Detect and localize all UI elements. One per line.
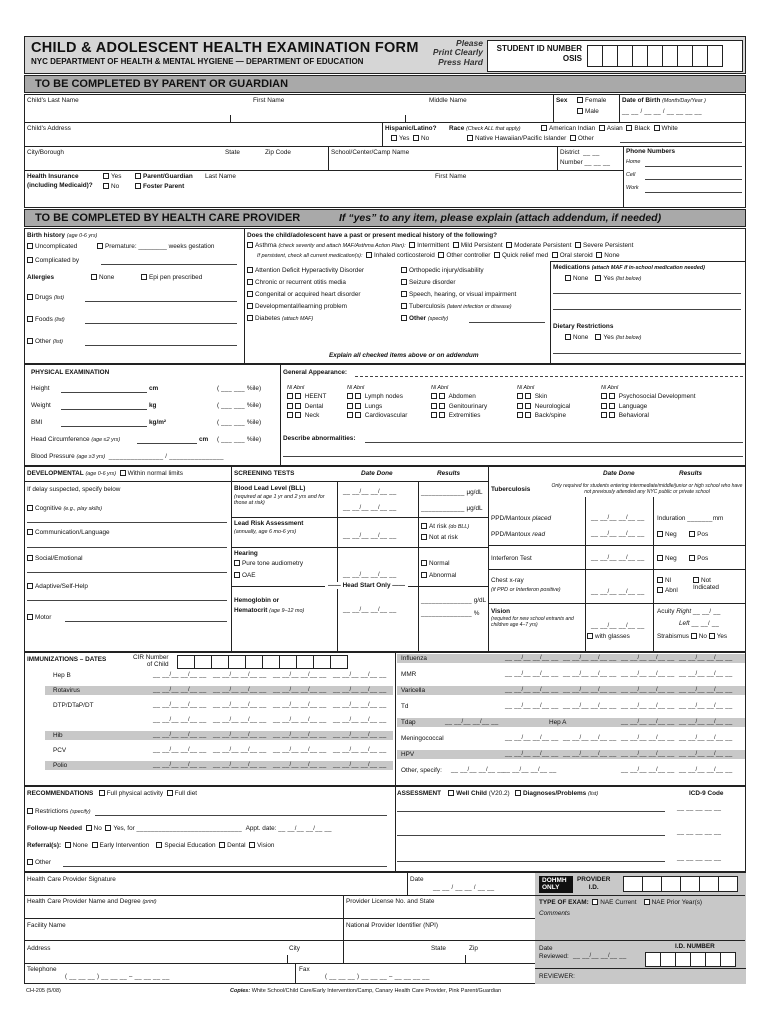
condition-adhd[interactable]: Attention Deficit Hyperactivity Disorder	[247, 267, 364, 274]
tb-date-done: Date Done	[603, 470, 635, 477]
race-options[interactable]: American Indian Asian Black White	[541, 125, 678, 132]
hep-a-label: Hep A	[549, 719, 567, 726]
condition-heart[interactable]: Congenital or acquired heart disorder	[247, 291, 361, 298]
immunizations-section	[24, 652, 746, 786]
immunization-date-field[interactable]: __ __/__ __/__ __	[213, 762, 267, 768]
medical-history-section	[24, 228, 746, 364]
immunization-date-field[interactable]: __ __/__ __/__ __	[505, 655, 559, 661]
form-subtitle: NYC DEPARTMENT OF HEALTH & MENTAL HYGIENE — DEPARTMENT OF EDUCATION	[31, 57, 364, 66]
id-number-cells[interactable]	[645, 952, 736, 967]
exam-col-3: Nl Abnl Abdomen Genitourinary Extremities	[431, 385, 488, 419]
parent-section-band	[24, 75, 746, 93]
weight-percentile[interactable]: ( ___ ___ %ile)	[217, 402, 262, 409]
npi-label: National Provider Identifier (NPI)	[346, 922, 438, 929]
phone-home: Home	[626, 159, 641, 165]
bll-result-1[interactable]: ____________ μg/dL	[421, 489, 483, 496]
referrals[interactable]: Referral(s): None Early Intervention Special Education Dental Vision	[27, 842, 275, 849]
birth-premature[interactable]: Premature: ________ weeks gestation	[97, 243, 214, 250]
allergy-drugs[interactable]: Drugs (list)	[27, 294, 64, 301]
condition-seizure[interactable]: Seizure disorder	[401, 279, 456, 286]
copies-note: Copies: White School/Child Care/Early Intervention/Camp, Canary Health Care Provider, Pink Parent/Guardian	[230, 988, 502, 994]
immunization-date-field[interactable]: __ __/__ __/__ __	[621, 735, 675, 741]
city-label: City	[289, 945, 301, 952]
lead-risk-label: Lead Risk Assessment	[234, 520, 304, 527]
height-row[interactable]: Height	[31, 385, 50, 392]
acuity-right[interactable]: Acuity Right __ __/ __	[657, 608, 721, 615]
immunization-date-field[interactable]: __ __/__ __/__ __	[333, 672, 387, 678]
footer-date-field[interactable]: __ __ / __ __ / __ __	[433, 885, 495, 891]
recommendations-header: RECOMMENDATIONS Full physical activity Full diet	[27, 790, 198, 797]
immunizations-title: IMMUNIZATIONS – DATES	[27, 656, 107, 663]
immunization-label: PCV	[53, 747, 67, 754]
race-label: Race (Check ALL that apply)	[449, 125, 521, 132]
icd-code-3[interactable]: __ __ __ __ __	[677, 855, 722, 861]
birth-uncomplicated[interactable]: Uncomplicated	[27, 243, 77, 250]
hearing-date[interactable]: __ __/__ __/__ __	[343, 572, 397, 578]
bmi-row[interactable]: BMI	[31, 419, 43, 426]
telephone-label: Telephone	[27, 966, 57, 973]
comments-label: Comments	[539, 910, 570, 917]
immunization-date-field[interactable]: __ __/__ __/__ __	[563, 703, 617, 709]
dev-motor[interactable]: Motor	[27, 614, 51, 621]
provider-section-title: TO BE COMPLETED BY HEALTH CARE PROVIDER	[35, 212, 301, 224]
allergy-other[interactable]: Other (list)	[27, 338, 63, 345]
screening-date-done: Date Done	[361, 470, 393, 477]
sex-female[interactable]: Female	[577, 97, 606, 104]
health-exam-form	[24, 36, 746, 996]
phone-work: Work	[626, 185, 639, 191]
persistent-meds-row[interactable]: If persistent, check all current medication(s): Inhaled corticosteroid Other controller Quick relief med Oral steroid None	[257, 252, 620, 259]
condition-developmental[interactable]: Developmental/learning problem	[247, 303, 347, 310]
immunization-date-field[interactable]: __ __/__ __/__ __	[445, 719, 499, 725]
school-label: School/Center/Camp Name	[331, 149, 410, 156]
weight-unit: kg	[149, 402, 157, 409]
acuity-left[interactable]: Left __ __/ __	[679, 620, 720, 627]
condition-speech[interactable]: Speech, hearing, or visual impairment	[401, 291, 516, 298]
medications-options[interactable]: None Yes (list below)	[565, 275, 641, 282]
vision-date[interactable]: __ __/__ __/__ __	[591, 623, 645, 629]
student-id-box	[487, 40, 743, 72]
dietary-options[interactable]: None Yes (list below)	[565, 334, 641, 341]
cir-label: CIR Number of Child	[133, 654, 169, 669]
screening-title: SCREENING TESTS	[234, 470, 295, 477]
ppd-read-label: PPD/Mantoux read	[491, 531, 546, 538]
immunization-date-field[interactable]: __ __/__ __/__ __	[153, 702, 207, 708]
immunization-date-field[interactable]: __ __/__ __/__ __	[621, 751, 675, 757]
immunization-date-field[interactable]: __ __/__ __/__ __	[213, 717, 267, 723]
cir-number-cells[interactable]	[177, 655, 348, 669]
phone-cell: Cell	[626, 172, 636, 178]
id-number-label: I.D. NUMBER	[675, 943, 715, 950]
immunization-label: Tdap	[401, 719, 416, 726]
condition-orthopedic[interactable]: Orthopedic injury/disability	[401, 267, 484, 274]
strabismus[interactable]: Strabismus No Yes	[657, 633, 728, 640]
asthma-row[interactable]: Asthma (check severity and attach MAF/Asthma Action Plan): Intermittent Mild Persistent Moderate Persistent Severe Persistent	[247, 242, 633, 249]
bll-date-2[interactable]: __ __/__ __/__ __	[343, 505, 397, 511]
exam-col-4: Nl Abnl Skin Neurological Back/spine	[517, 385, 571, 419]
vision-hint: (required for new school entrants and children age 4–7 yrs)	[491, 616, 574, 628]
immunization-date-field[interactable]: __ __/__ __/__ __	[333, 687, 387, 693]
xray-abnl[interactable]: Abnl	[657, 587, 678, 594]
sex-label: Sex	[556, 97, 568, 104]
follow-up[interactable]: Follow-up Needed No Yes, for _____________________________ Appt. date: __ __/__ __/__ __	[27, 825, 332, 832]
immunization-date-field[interactable]: __ __/__ __/__ __	[333, 702, 387, 708]
immunization-label: Hib	[53, 732, 63, 739]
medications-label: Medications (attach MAF if in-school medication needed)	[553, 264, 705, 271]
condition-tb[interactable]: Tuberculosis (latent infection or disease)	[401, 303, 512, 310]
lead-date[interactable]: __ __/__ __/__ __	[343, 533, 397, 539]
bll-label: Blood Lead Level (BLL)	[234, 485, 306, 492]
immunization-date-field[interactable]: __ __/__ __/__ __	[273, 717, 327, 723]
immunization-label: Other, specify:	[401, 767, 442, 774]
explain-note: Explain all checked items above or on addendum	[329, 352, 479, 359]
parent-guardian-option[interactable]: Parent/Guardian	[135, 173, 193, 180]
immunization-date-field[interactable]: __ __/__ __/__ __	[451, 767, 505, 773]
zip-label: Zip Code	[265, 149, 291, 156]
male-checkbox[interactable]	[577, 108, 583, 114]
address-label: Address	[27, 945, 51, 952]
dev-social[interactable]: Social/Emotional	[27, 555, 83, 562]
guardian-first-name-label: First Name	[435, 173, 467, 180]
icd-code-2[interactable]: __ __ __ __ __	[677, 829, 722, 835]
dob-field[interactable]: __ __ / __ __ / __ __ __ __	[622, 109, 702, 115]
immunization-date-field[interactable]: __ __/__ __/__ __	[273, 702, 327, 708]
dev-cognitive[interactable]: Cognitive (e.g., play skills)	[27, 505, 102, 512]
type-of-exam[interactable]: TYPE OF EXAM: NAE Current NAE Prior Year(s)	[539, 899, 703, 906]
exam-col-2: Nl Abnl Lymph nodes Lungs Cardiovascular	[347, 385, 408, 419]
referral-other[interactable]: Other	[27, 859, 51, 866]
xray-date[interactable]: __ __/__ __/__ __	[591, 589, 645, 595]
first-name-label: First Name	[253, 97, 285, 104]
fax-label: Fax	[299, 966, 310, 973]
form-header	[24, 36, 746, 74]
immunization-date-field[interactable]: __ __/__ __/__ __	[505, 703, 559, 709]
restrictions[interactable]: Restrictions (specify)	[27, 808, 91, 815]
city-borough-label: City/Borough	[27, 149, 64, 156]
condition-other[interactable]: Other (specify)	[401, 315, 448, 322]
hearing-normal[interactable]: Normal	[421, 560, 450, 567]
immunization-date-field[interactable]: __ __/__ __/__ __	[213, 687, 267, 693]
reviewer-label: REVIEWER:	[539, 973, 575, 980]
immunization-date-field[interactable]: __ __/__ __/__ __	[333, 747, 387, 753]
foster-parent-option[interactable]: Foster Parent	[135, 183, 184, 190]
hearing-label: Hearing	[234, 550, 258, 557]
hct-result[interactable]: ______________ %	[421, 610, 480, 617]
telephone-field[interactable]: ( __ __ __ ) __ __ __ – __ __ __ __	[65, 974, 170, 980]
hearing-abnormal[interactable]: Abnormal	[421, 572, 456, 579]
immunization-date-field[interactable]: __ __/__ __/__ __	[153, 717, 207, 723]
physical-exam-section	[24, 364, 746, 466]
race-options-2[interactable]: Native Hawaiian/Pacific Islander Other	[467, 135, 594, 142]
ppd-read-date[interactable]: __ __/__ __/__ __	[591, 531, 645, 537]
exam-col-1: Nl Abnl HEENT Dental Neck	[287, 385, 327, 419]
provider-id-cells[interactable]	[623, 876, 738, 892]
immunization-label: Varicella	[401, 687, 426, 694]
head-percentile[interactable]: ( ___ ___ %ile)	[217, 436, 262, 443]
immunization-label: HPV	[401, 751, 415, 758]
physical-exam-title: PHYSICAL EXAMINATION	[31, 369, 110, 376]
bp-row[interactable]: Blood Pressure (age ≥3 yrs) _______________ / _______________	[31, 453, 224, 460]
immunization-date-field[interactable]: __ __/__ __/__ __	[153, 762, 207, 768]
immunization-date-field[interactable]: __ __/__ __/__ __	[333, 732, 387, 738]
immunization-date-field[interactable]: __ __/__ __/__ __	[333, 762, 387, 768]
immunization-date-field[interactable]: __ __/__ __/__ __	[153, 672, 207, 678]
xray-not-indicated[interactable]: Not Indicated	[693, 577, 719, 592]
allergy-foods[interactable]: Foods (list)	[27, 316, 65, 323]
childs-address-label: Child's Address	[27, 125, 71, 132]
immunization-date-field[interactable]: __ __/__ __/__ __	[563, 687, 617, 693]
screening-section	[24, 466, 746, 652]
immunization-date-field[interactable]: __ __/__ __/__ __	[679, 719, 733, 725]
immunization-label: DTP/DTaP/DT	[53, 702, 94, 709]
license-label: Provider License No. and State	[346, 898, 435, 905]
provider-footer	[24, 872, 746, 984]
exam-col-5: Nl Abnl Psychosocial Development Language Behavioral	[601, 385, 696, 419]
middle-name-label: Middle Name	[429, 97, 467, 104]
fax-field[interactable]: ( __ __ __ ) __ __ __ – __ __ __ __	[325, 974, 430, 980]
immunization-date-field[interactable]: __ __/__ __/__ __	[273, 747, 327, 753]
provider-section-note: If “yes” to any item, please explain (attach addendum, if needed)	[339, 212, 662, 224]
state-label-footer: State	[431, 945, 446, 952]
icd-code-1[interactable]: __ __ __ __ __	[677, 805, 722, 811]
district-label: District __ __	[560, 149, 600, 156]
head-start-label: —— Head Start Only ——	[325, 582, 408, 589]
assessment-header: ASSESSMENT Well Child (V20.2) Diagnoses/Problems (list)	[397, 790, 599, 797]
hemo-result[interactable]: ______________ g/dL	[421, 597, 487, 604]
immunization-date-field[interactable]: __ __/__ __/__ __	[679, 735, 733, 741]
hispanic-label: Hispanic/Latino?	[385, 125, 437, 132]
phone-numbers-label: Phone Numbers	[626, 148, 676, 155]
zip-label-footer: Zip	[469, 945, 478, 952]
with-glasses[interactable]: with glasses	[587, 633, 630, 640]
tb-title: Tuberculosis	[491, 486, 531, 493]
hispanic-options[interactable]: Yes No	[391, 135, 429, 142]
induration[interactable]: Induration _______mm	[657, 515, 724, 522]
condition-otitis[interactable]: Chronic or recurrent otitis media	[247, 279, 346, 286]
immunization-date-field[interactable]: __ __/__ __/__ __	[213, 732, 267, 738]
immunization-date-field[interactable]: __ __/__ __/__ __	[273, 672, 327, 678]
insurance-yes[interactable]: Yes	[103, 173, 121, 180]
immunization-date-field[interactable]: __ __/__ __/__ __	[563, 735, 617, 741]
xray-hint: (if PPD or Interferon positive)	[491, 587, 561, 593]
provider-section-band	[24, 209, 746, 227]
immunization-date-field[interactable]: __ __/__ __/__ __	[503, 767, 557, 773]
lead-risk-hint: (annually, age 6 mo-6 yrs)	[234, 529, 297, 535]
epi-pen[interactable]: Epi pen prescribed	[141, 274, 202, 281]
sex-male[interactable]: Male	[577, 108, 599, 115]
immunization-date-field[interactable]: __ __/__ __/__ __	[563, 671, 617, 677]
interferon-date[interactable]: __ __/__ __/__ __	[591, 555, 645, 561]
immunization-date-field[interactable]: __ __/__ __/__ __	[273, 762, 327, 768]
ppd-placed-date[interactable]: __ __/__ __/__ __	[591, 515, 645, 521]
dohmh-only-label: DOHMH ONLY	[539, 876, 573, 893]
developmental-header: DEVELOPMENTAL (age 0-6 yrs) Within normal limits	[27, 470, 184, 477]
immunization-date-field[interactable]: __ __/__ __/__ __	[213, 672, 267, 678]
bll-hint: (required at age 1 yr and 2 yrs and for those at risk)	[234, 494, 325, 507]
bmi-unit: kg/m²	[149, 419, 167, 426]
student-id-cells[interactable]	[588, 45, 723, 67]
dietary-label: Dietary Restrictions	[553, 323, 614, 330]
general-appearance-label: General Appearance:	[283, 369, 348, 376]
immunization-date-field[interactable]: __ __/__ __/__ __	[679, 767, 733, 773]
ppd-result[interactable]: Neg Pos	[657, 531, 708, 538]
dob-label: Date of Birth (Month/Day/Year )	[622, 97, 706, 104]
lead-not-at-risk[interactable]: Not at risk	[421, 534, 458, 541]
student-id-label: STUDENT ID NUMBER OSIS	[496, 44, 582, 63]
hispanic-no-checkbox[interactable]	[413, 135, 419, 141]
condition-diabetes[interactable]: Diabetes (attach MAF)	[247, 315, 313, 322]
recommendations-section	[24, 786, 746, 872]
history-question: Does the child/adolescent have a past or present medical history of the following?	[247, 232, 497, 239]
xray-nl[interactable]: Nl	[657, 577, 671, 584]
hemo-date[interactable]: __ __/__ __/__ __	[343, 607, 397, 613]
immunization-date-field[interactable]: __ __/__ __/__ __	[505, 735, 559, 741]
immunization-label: Rotavirus	[53, 687, 80, 694]
immunization-date-field[interactable]: __ __/__ __/__ __	[679, 751, 733, 757]
immunization-date-field[interactable]: __ __/__ __/__ __	[621, 703, 675, 709]
immunization-date-field[interactable]: __ __/__ __/__ __	[153, 732, 207, 738]
female-checkbox[interactable]	[577, 97, 583, 103]
hispanic-yes-checkbox[interactable]	[391, 135, 397, 141]
print-clearly-note: Please Print Clearly Press Hard	[432, 38, 483, 67]
xray-label: Chest x-ray	[491, 577, 524, 584]
immunization-date-field[interactable]: __ __/__ __/__ __	[621, 671, 675, 677]
birth-complicated[interactable]: Complicated by	[27, 257, 79, 264]
hearing-oae[interactable]: OAE	[234, 572, 256, 579]
icd9-label: ICD-9 Code	[689, 790, 724, 797]
head-unit: cm	[199, 436, 209, 443]
date-reviewed-label: Date Reviewed:	[539, 945, 569, 961]
hematocrit-label: Hematocrit (age 9–12 mo)	[234, 607, 305, 614]
vision-label: Vision	[491, 608, 511, 615]
screening-results: Results	[437, 470, 461, 477]
number-label: Number __ __ __	[560, 159, 611, 166]
immunization-date-field[interactable]: __ __/__ __/__ __	[563, 751, 617, 757]
immunization-label: MMR	[401, 671, 417, 678]
immunization-label: Meningococcal	[401, 735, 444, 742]
immunization-label: Influenza	[401, 655, 427, 662]
immunization-date-field[interactable]: __ __/__ __/__ __	[213, 702, 267, 708]
immunization-label: Polio	[53, 762, 68, 769]
immunization-date-field[interactable]: __ __/__ __/__ __	[333, 717, 387, 723]
immunization-date-field[interactable]: __ __/__ __/__ __	[621, 719, 675, 725]
immunization-date-field[interactable]: __ __/__ __/__ __	[505, 687, 559, 693]
immunization-date-field[interactable]: __ __/__ __/__ __	[153, 747, 207, 753]
immunization-date-field[interactable]: __ __/__ __/__ __	[505, 671, 559, 677]
immunization-date-field[interactable]: __ __/__ __/__ __	[153, 687, 207, 693]
tb-note: Only required for students entering intermediate/middle/junior or high school who have not previously attended any NYC public or private school	[551, 483, 743, 495]
state-label: State	[225, 149, 240, 156]
immunization-date-field[interactable]: __ __/__ __/__ __	[679, 703, 733, 709]
allergies-label: Allergies	[27, 274, 54, 281]
lead-at-risk[interactable]: At risk (do BLL)	[421, 523, 469, 530]
bmi-percentile[interactable]: ( ___ ___ %ile)	[217, 419, 262, 426]
immunization-date-field[interactable]: __ __/__ __/__ __	[621, 687, 675, 693]
immunization-label: Td	[401, 703, 409, 710]
immunization-date-field[interactable]: __ __/__ __/__ __	[505, 751, 559, 757]
form-number: CH-205 (5/08)	[26, 988, 61, 994]
date-reviewed-field[interactable]: __ __/__ __/__ __	[573, 953, 627, 959]
immunization-date-field[interactable]: __ __/__ __/__ __	[213, 747, 267, 753]
weight-row[interactable]: Weight	[31, 402, 51, 409]
hemoglobin-label: Hemoglobin or	[234, 597, 280, 604]
birth-history-label: Birth history (age 0-6 yrs)	[27, 232, 98, 239]
interferon-label: Interferon Test	[491, 555, 532, 562]
provider-id-label: PROVIDER I.D.	[577, 876, 611, 891]
tb-results: Results	[679, 470, 703, 477]
immunization-date-field[interactable]: __ __/__ __/__ __	[621, 655, 675, 661]
footer-date-label: Date	[410, 876, 424, 883]
dev-communication[interactable]: Communication/Language	[27, 529, 110, 536]
insurance-no[interactable]: No	[103, 183, 119, 190]
height-unit: cm	[149, 385, 159, 392]
facility-label: Facility Name	[27, 922, 66, 929]
dev-adaptive[interactable]: Adaptive/Self-Help	[27, 583, 88, 590]
guardian-last-name-label: Last Name	[205, 173, 236, 180]
signature-label: Health Care Provider Signature	[27, 876, 116, 883]
delay-note: If delay suspected, specify below	[27, 486, 121, 493]
parent-section	[24, 94, 746, 208]
immunization-date-field[interactable]: __ __/__ __/__ __	[679, 687, 733, 693]
hearing-pure-tone[interactable]: Pure tone audiometry	[234, 560, 303, 567]
immunization-date-field[interactable]: __ __/__ __/__ __	[679, 655, 733, 661]
immunization-date-field[interactable]: __ __/__ __/__ __	[563, 655, 617, 661]
immunization-date-field[interactable]: __ __/__ __/__ __	[273, 687, 327, 693]
ppd-placed-label: PPD/Mantoux placed	[491, 515, 552, 522]
health-insurance-label: Health Insurance (including Medicaid)?	[27, 173, 93, 189]
bll-date-1[interactable]: __ __/__ __/__ __	[343, 489, 397, 495]
immunization-label: Hep B	[53, 672, 71, 679]
allergies-none[interactable]: None	[91, 274, 114, 281]
immunization-date-field[interactable]: __ __/__ __/__ __	[621, 767, 675, 773]
immunization-date-field[interactable]: __ __/__ __/__ __	[679, 671, 733, 677]
name-degree-label: Health Care Provider Name and Degree (print)	[27, 898, 157, 905]
interferon-result[interactable]: Neg Pos	[657, 555, 708, 562]
form-title: CHILD & ADOLESCENT HEALTH EXAMINATION FORM	[31, 40, 419, 56]
describe-abnormalities-label: Describe abnormalities:	[283, 435, 356, 442]
height-percentile[interactable]: ( ___ ___ %ile)	[217, 385, 262, 392]
childs-last-name-label: Child's Last Name	[27, 97, 79, 104]
parent-section-title: TO BE COMPLETED BY PARENT OR GUARDIAN	[35, 78, 289, 90]
head-circ-row[interactable]: Head Circumference (age ≤2 yrs)	[31, 436, 121, 443]
immunization-date-field[interactable]: __ __/__ __/__ __	[273, 732, 327, 738]
bll-result-2[interactable]: ____________ μg/dL	[421, 505, 483, 512]
